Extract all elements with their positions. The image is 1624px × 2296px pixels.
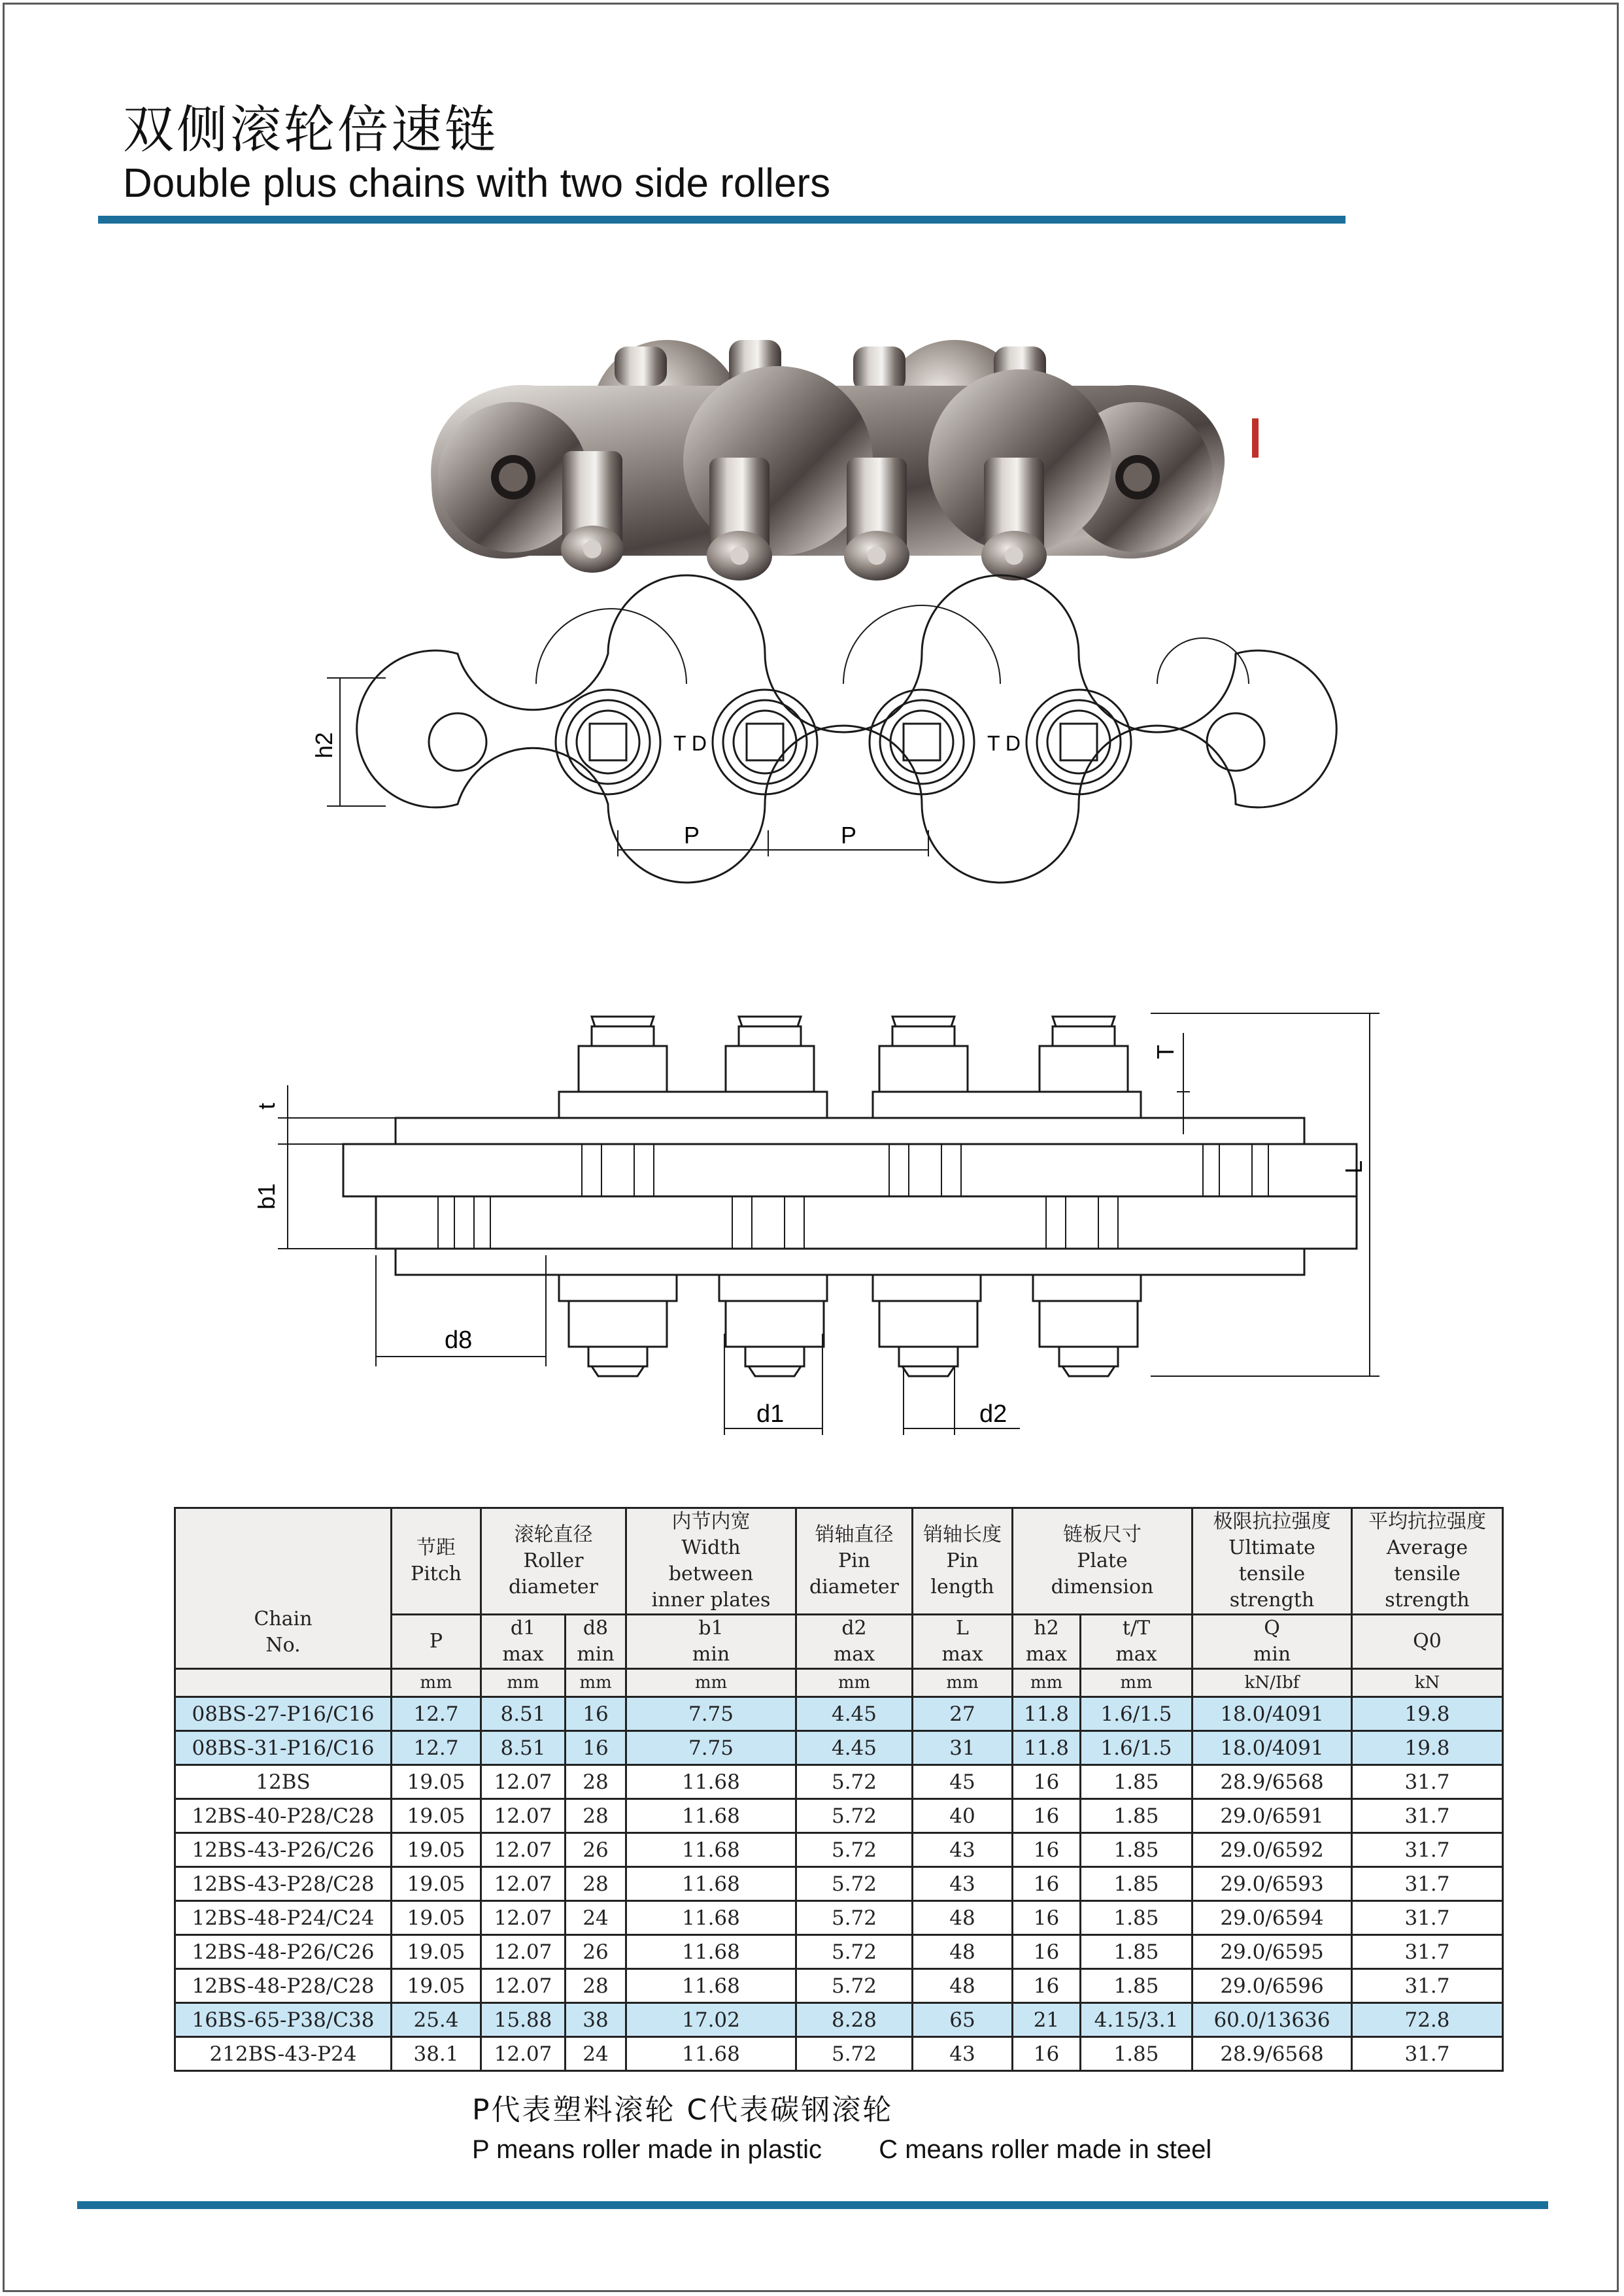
symbol-b1 <box>626 1615 796 1669</box>
table-cell: 28 <box>566 1799 626 1833</box>
table-cell: 31.7 <box>1352 2037 1503 2071</box>
table-cell: 28 <box>566 1867 626 1901</box>
table-cell: 16 <box>1013 2037 1081 2071</box>
pin-heads <box>579 1017 1128 1092</box>
table-row <box>175 2037 1503 2071</box>
table-cell: 12.07 <box>481 2037 566 2071</box>
note-en-plastic: P means roller made in plastic <box>472 2135 822 2164</box>
chain-no-cell: 212BS-43-P24 <box>175 2037 392 2071</box>
symbol-d1 <box>481 1615 566 1669</box>
table-cell: 31.7 <box>1352 1799 1503 1833</box>
table-cell: 1.85 <box>1081 1901 1193 1935</box>
header-width-en-1: Width <box>681 1536 741 1559</box>
unit-cell: kN <box>1352 1669 1503 1697</box>
note-en-steel: C means roller made in steel <box>879 2135 1212 2164</box>
table-cell: 29.0/6594 <box>1193 1901 1352 1935</box>
plan-view <box>278 1013 1379 1435</box>
header-plate <box>1013 1508 1193 1615</box>
table-cell: 38.1 <box>392 2037 481 2071</box>
page-title-cn: 双侧滚轮倍速链 <box>123 101 499 160</box>
table-cell: 19.05 <box>392 1935 481 1969</box>
symbol-h2-name: h2 <box>1034 1617 1059 1640</box>
pitch-dimension <box>618 830 928 856</box>
table-cell: 18.0/4091 <box>1193 1697 1352 1731</box>
table-cell: 5.72 <box>796 1765 913 1799</box>
symbol-d2-qual: max <box>833 1643 875 1666</box>
symbol-L-name: L <box>956 1617 969 1640</box>
table-cell: 16 <box>1013 1867 1081 1901</box>
table-cell: 48 <box>913 1935 1013 1969</box>
table-cell: 27 <box>913 1697 1013 1731</box>
header-roller-en-2: diameter <box>508 1576 599 1598</box>
table-cell: 1.6/1.5 <box>1081 1697 1193 1731</box>
symbol-d2-name: d2 <box>841 1617 867 1640</box>
table-cell: 16 <box>1013 1969 1081 2003</box>
unit-cell: mm <box>392 1669 481 1697</box>
header-width-en-2: between <box>668 1562 754 1585</box>
table-cell: 19.05 <box>392 1833 481 1867</box>
table-cell: 5.72 <box>796 1901 913 1935</box>
table-cell: 12.07 <box>481 1833 566 1867</box>
symbol-d1-qual: max <box>502 1643 544 1666</box>
unit-cell: mm <box>1013 1669 1081 1697</box>
unit-cell: mm <box>796 1669 913 1697</box>
table-cell: 28.9/6568 <box>1193 2037 1352 2071</box>
chain-no-cell: 12BS-48-P26/C26 <box>175 1935 392 1969</box>
symbol-L <box>913 1615 1013 1669</box>
header-ultimate-en-1: Ultimate <box>1228 1536 1315 1559</box>
header-ultimate-en-3: strength <box>1229 1589 1315 1612</box>
table-cell: 1.85 <box>1081 1867 1193 1901</box>
table-cell: 16 <box>566 1731 626 1765</box>
table-cell: 31.7 <box>1352 1901 1503 1935</box>
table-cell: 16 <box>1013 1765 1081 1799</box>
table-cell: 16 <box>1013 1935 1081 1969</box>
table-cell: 65 <box>913 2003 1013 2037</box>
table-cell: 16 <box>1013 1901 1081 1935</box>
symbol-tT-name: t/T <box>1122 1617 1151 1640</box>
table-cell: 21 <box>1013 2003 1081 2037</box>
table-cell: 11.68 <box>626 1765 796 1799</box>
symbol-d1-name: d1 <box>510 1617 536 1640</box>
table-cell: 11.68 <box>626 2037 796 2071</box>
table-cell: 1.85 <box>1081 1935 1193 1969</box>
chain-no-cell: 12BS-48-P24/C24 <box>175 1901 392 1935</box>
table-cell: 8.51 <box>481 1697 566 1731</box>
header-pitch-cn: 节距 <box>416 1536 456 1559</box>
table-cell: 11.68 <box>626 1901 796 1935</box>
header-plate-en-2: dimension <box>1051 1576 1154 1598</box>
symbol-L-qual: max <box>941 1643 983 1666</box>
table-row <box>175 1969 1503 2003</box>
table-cell: 12.07 <box>481 1765 566 1799</box>
table-row <box>175 1697 1503 1731</box>
table-cell: 19.05 <box>392 1969 481 2003</box>
symbol-h2 <box>1013 1615 1081 1669</box>
table-cell: 26 <box>566 1935 626 1969</box>
header-roller <box>481 1508 626 1615</box>
header-pitch <box>392 1508 481 1615</box>
header-average-en-2: tensile <box>1394 1562 1461 1585</box>
chain-no-cell: 12BS-43-P26/C26 <box>175 1833 392 1867</box>
table-cell: 29.0/6591 <box>1193 1799 1352 1833</box>
header-pin-diameter-en-2: diameter <box>809 1576 900 1598</box>
note-en <box>472 2135 1211 2165</box>
table-cell: 28 <box>566 1765 626 1799</box>
pitch-label-1: P <box>684 822 700 849</box>
plan-dimensions <box>278 1013 1379 1435</box>
table-cell: 24 <box>566 1901 626 1935</box>
table-cell: 1.6/1.5 <box>1081 1731 1193 1765</box>
symbol-Q <box>1193 1615 1352 1669</box>
table-cell: 1.85 <box>1081 2037 1193 2071</box>
table-cell: 12.07 <box>481 1799 566 1833</box>
symbol-d8-qual: min <box>577 1643 615 1666</box>
table-cell: 15.88 <box>481 2003 566 2037</box>
table-cell: 43 <box>913 1867 1013 1901</box>
table-cell: 7.75 <box>626 1697 796 1731</box>
table-cell: 26 <box>566 1833 626 1867</box>
table-cell: 40 <box>913 1799 1013 1833</box>
table-cell: 8.28 <box>796 2003 913 2037</box>
table-row <box>175 1833 1503 1867</box>
table-cell: 8.51 <box>481 1731 566 1765</box>
table-cell: 29.0/6592 <box>1193 1833 1352 1867</box>
note-cn: P代表塑料滚轮 C代表碳钢滚轮 <box>472 2093 894 2127</box>
td-mark-1: T D <box>673 732 707 755</box>
chain-no-cell: 08BS-31-P16/C16 <box>175 1731 392 1765</box>
symbol-b1-qual: min <box>692 1643 730 1666</box>
table-unit-row <box>175 1669 1503 1697</box>
header-roller-cn: 滚轮直径 <box>514 1523 593 1546</box>
header-pin-length-cn: 销轴长度 <box>923 1523 1002 1546</box>
unit-cell-blank <box>175 1669 392 1697</box>
table-cell: 31.7 <box>1352 1867 1503 1901</box>
table-cell: 19.8 <box>1352 1731 1503 1765</box>
footer-rule <box>77 2201 1548 2209</box>
table-cell: 4.45 <box>796 1697 913 1731</box>
symbol-tT <box>1081 1615 1193 1669</box>
table-cell: 1.85 <box>1081 1969 1193 2003</box>
header-pin-length-en-2: length <box>930 1576 994 1598</box>
table-cell: 1.85 <box>1081 1833 1193 1867</box>
header-pin-length-en-1: Pin <box>946 1549 979 1572</box>
table-row <box>175 1901 1503 1935</box>
td-mark-2: T D <box>987 732 1021 755</box>
table-cell: 11.68 <box>626 1799 796 1833</box>
table-cell: 43 <box>913 1833 1013 1867</box>
table-cell: 60.0/13636 <box>1193 2003 1352 2037</box>
symbol-Q0: Q0 <box>1352 1615 1503 1669</box>
unit-cell: mm <box>1081 1669 1193 1697</box>
table-cell: 4.15/3.1 <box>1081 2003 1193 2037</box>
header-pin-diameter-cn: 销轴直径 <box>815 1523 894 1546</box>
header-average-cn: 平均抗拉强度 <box>1368 1510 1486 1533</box>
table-cell: 12.07 <box>481 1867 566 1901</box>
d2-label: d2 <box>979 1400 1007 1428</box>
table-cell: 48 <box>913 1969 1013 2003</box>
table-cell: 11.68 <box>626 1867 796 1901</box>
header-plate-en-1: Plate <box>1077 1549 1128 1572</box>
symbol-Q-name: Q <box>1264 1617 1280 1640</box>
header-average-en-3: strength <box>1385 1589 1470 1612</box>
table-cell: 12.07 <box>481 1969 566 2003</box>
t-label: t <box>253 1102 280 1109</box>
table-cell: 5.72 <box>796 1935 913 1969</box>
table-row <box>175 1731 1503 1765</box>
chain-no-cell: 16BS-65-P38/C38 <box>175 2003 392 2037</box>
table-cell: 4.45 <box>796 1731 913 1765</box>
table-cell: 31.7 <box>1352 1833 1503 1867</box>
header-chain-no: Chain No. <box>175 1508 392 1669</box>
chain-no-cell: 12BS-40-P28/C28 <box>175 1799 392 1833</box>
header-ultimate <box>1193 1508 1352 1615</box>
L-label: L <box>1340 1160 1367 1173</box>
table-cell: 28 <box>566 1969 626 2003</box>
roller-circles <box>556 690 1131 794</box>
chain-no-cell: 12BS <box>175 1765 392 1799</box>
chain-no-cell: 12BS-43-P28/C28 <box>175 1867 392 1901</box>
table-cell: 1.85 <box>1081 1799 1193 1833</box>
table-cell: 31.7 <box>1352 1969 1503 2003</box>
table-data-body <box>175 1697 1503 2071</box>
table-cell: 31.7 <box>1352 1935 1503 1969</box>
table-row <box>175 1765 1503 1799</box>
header-width-cn: 内节内宽 <box>671 1510 751 1533</box>
b1-label: b1 <box>253 1183 280 1209</box>
symbol-tT-qual: max <box>1115 1643 1157 1666</box>
chain-no-cell: 12BS-48-P28/C28 <box>175 1969 392 2003</box>
unit-cell: mm <box>481 1669 566 1697</box>
header-average <box>1352 1508 1503 1615</box>
table-cell: 5.72 <box>796 2037 913 2071</box>
table-header-row <box>175 1508 1503 1615</box>
table-cell: 31.7 <box>1352 1765 1503 1799</box>
table-cell: 5.72 <box>796 1867 913 1901</box>
table-cell: 38 <box>566 2003 626 2037</box>
table-row <box>175 1799 1503 1833</box>
unit-cell: mm <box>626 1669 796 1697</box>
symbol-d2 <box>796 1615 913 1669</box>
header-pin-length <box>913 1508 1013 1615</box>
unit-cell: kN/Ibf <box>1193 1669 1352 1697</box>
h2-label: h2 <box>311 732 337 758</box>
table-cell: 5.72 <box>796 1969 913 2003</box>
header-width <box>626 1508 796 1615</box>
table-cell: 11.68 <box>626 1969 796 2003</box>
header-width-en-3: inner plates <box>651 1589 771 1612</box>
table-row <box>175 1935 1503 1969</box>
table-cell: 17.02 <box>626 2003 796 2037</box>
symbol-d8-name: d8 <box>583 1617 609 1640</box>
table-cell: 16 <box>1013 1833 1081 1867</box>
pin-bottoms <box>559 1275 1141 1376</box>
table-cell: 11.8 <box>1013 1697 1081 1731</box>
table-cell: 29.0/6593 <box>1193 1867 1352 1901</box>
table-cell: 29.0/6596 <box>1193 1969 1352 2003</box>
table-cell: 19.8 <box>1352 1697 1503 1731</box>
table-cell: 48 <box>913 1901 1013 1935</box>
table-cell: 29.0/6595 <box>1193 1935 1352 1969</box>
spec-table <box>174 1507 1504 2072</box>
table-cell: 16 <box>1013 1799 1081 1833</box>
symbol-b1-name: b1 <box>698 1617 724 1640</box>
symbol-Q-qual: min <box>1253 1643 1291 1666</box>
table-cell: 1.85 <box>1081 1765 1193 1799</box>
unit-cell: mm <box>566 1669 626 1697</box>
table-cell: 16 <box>566 1697 626 1731</box>
header-roller-en-1: Roller <box>523 1549 584 1572</box>
header-pitch-en: Pitch <box>411 1562 462 1585</box>
table-row <box>175 1867 1503 1901</box>
table-cell: 11.68 <box>626 1833 796 1867</box>
chain-no-cell: 08BS-27-P16/C16 <box>175 1697 392 1731</box>
table-cell: 25.4 <box>392 2003 481 2037</box>
table-cell: 12.07 <box>481 1901 566 1935</box>
table-cell: 72.8 <box>1352 2003 1503 2037</box>
table-cell: 19.05 <box>392 1867 481 1901</box>
table-cell: 19.05 <box>392 1799 481 1833</box>
table-cell: 11.68 <box>626 1935 796 1969</box>
table-cell: 19.05 <box>392 1765 481 1799</box>
table-cell: 5.72 <box>796 1799 913 1833</box>
T-label: T <box>1152 1045 1179 1059</box>
table-cell: 31 <box>913 1731 1013 1765</box>
table-row <box>175 2003 1503 2037</box>
header-plate-cn: 链板尺寸 <box>1063 1523 1142 1546</box>
table-cell: 12.07 <box>481 1935 566 1969</box>
table-cell: 18.0/4091 <box>1193 1731 1352 1765</box>
table-cell: 12.7 <box>392 1697 481 1731</box>
table-cell: 11.8 <box>1013 1731 1081 1765</box>
table-cell: 45 <box>913 1765 1013 1799</box>
table-cell: 24 <box>566 2037 626 2071</box>
table-cell: 12.7 <box>392 1731 481 1765</box>
symbol-d8 <box>566 1615 626 1669</box>
table-cell: 28.9/6568 <box>1193 1765 1352 1799</box>
table-cell: 5.72 <box>796 1833 913 1867</box>
unit-cell: mm <box>913 1669 1013 1697</box>
d8-label: d8 <box>445 1326 473 1354</box>
table-cell: 7.75 <box>626 1731 796 1765</box>
header-pin-diameter <box>796 1508 913 1615</box>
pitch-label-2: P <box>841 822 857 849</box>
d1-label: d1 <box>756 1400 785 1428</box>
table-unit-body <box>175 1669 1503 1697</box>
symbol-h2-qual: max <box>1025 1643 1068 1666</box>
page-title-en: Double plus chains with two side rollers <box>123 161 831 206</box>
header-pin-diameter-en-1: Pin <box>837 1549 871 1572</box>
symbol-P: P <box>392 1615 481 1669</box>
table-cell: 19.05 <box>392 1901 481 1935</box>
header-average-en-1: Average <box>1386 1536 1468 1559</box>
header-ultimate-cn: 极限抗拉强度 <box>1213 1510 1331 1533</box>
header-ultimate-en-2: tensile <box>1238 1562 1306 1585</box>
table-cell: 43 <box>913 2037 1013 2071</box>
